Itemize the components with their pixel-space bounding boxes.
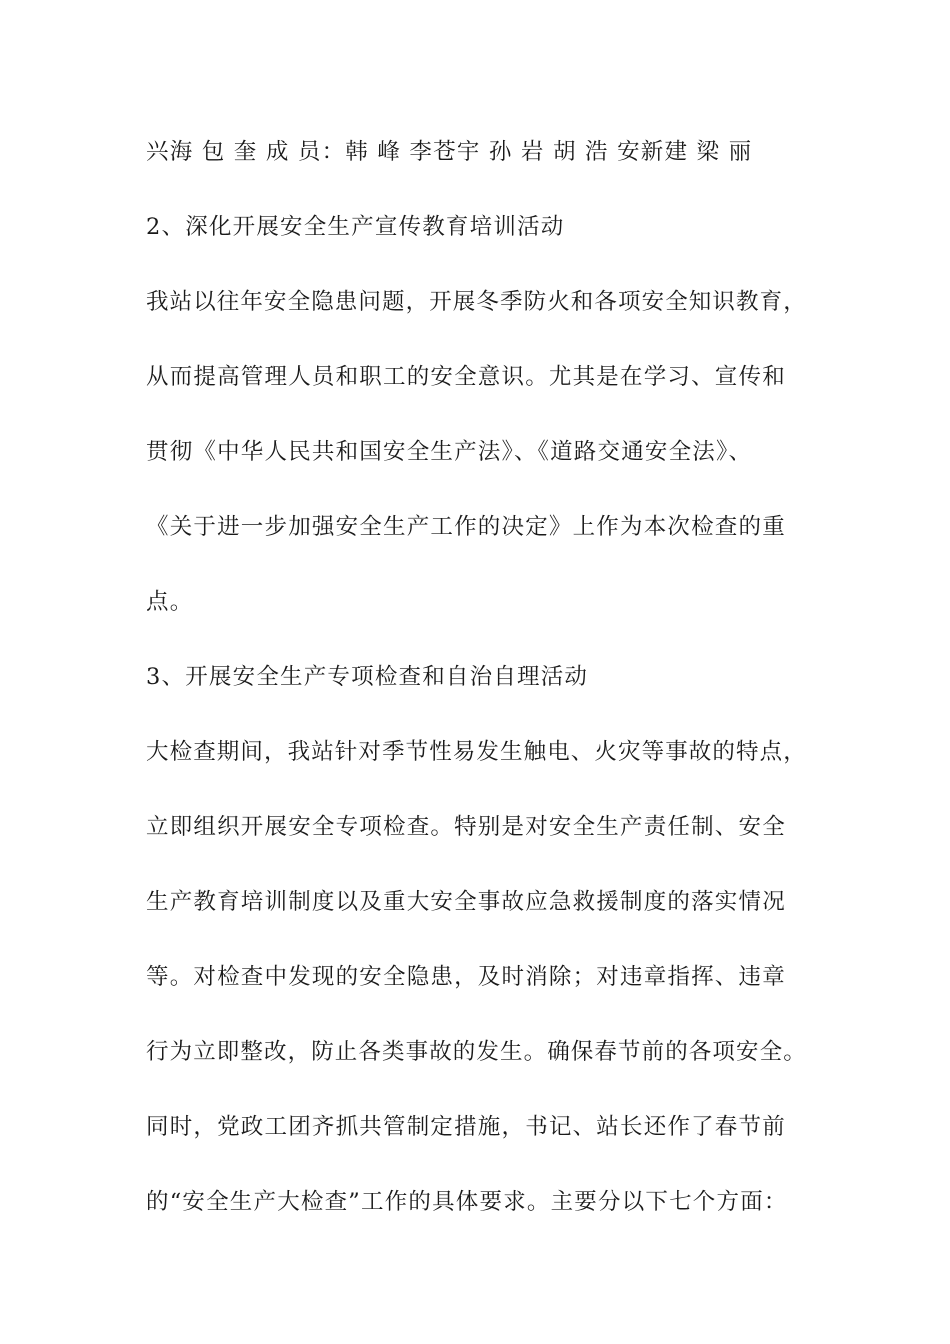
section-heading-2: 2、深化开展安全生产宣传教育培训活动 <box>146 214 565 240</box>
member-list-line: 兴海 包 奎 成 员：韩 峰 李苍宇 孙 岩 胡 浩 安新建 梁 丽 <box>146 139 753 165</box>
paragraph-line: 《关于进一步加强安全生产工作的决定》上作为本次检查的重 <box>146 514 786 540</box>
paragraph-line: 贯彻《中华人民共和国安全生产法》、《道路交通安全法》、 <box>146 439 753 465</box>
section-heading-3: 3、开展安全生产专项检查和自治自理活动 <box>146 664 589 690</box>
paragraph-line: 立即组织开展安全专项检查。特别是对安全生产责任制、安全 <box>146 814 786 840</box>
paragraph-line: 我站以往年安全隐患问题，开展冬季防火和各项安全知识教育， <box>146 289 807 315</box>
paragraph-line: 同时，党政工团齐抓共管制定措施，书记、站长还作了春节前 <box>146 1114 786 1140</box>
paragraph-line: 生产教育培训制度以及重大安全事故应急救援制度的落实情况 <box>146 889 786 915</box>
paragraph-line: 行为立即整改，防止各类事故的发生。确保春节前的各项安全。 <box>146 1039 807 1065</box>
paragraph-line: 点。 <box>146 589 194 615</box>
paragraph-line: 从而提高管理人员和职工的安全意识。尤其是在学习、宣传和 <box>146 364 786 390</box>
paragraph-line: 等。对检查中发现的安全隐患，及时消除；对违章指挥、违章 <box>146 964 786 990</box>
paragraph-line: 大检查期间，我站针对季节性易发生触电、火灾等事故的特点， <box>146 739 807 765</box>
paragraph-line: 的“安全生产大检查”工作的具体要求。主要分以下七个方面： <box>146 1189 788 1215</box>
